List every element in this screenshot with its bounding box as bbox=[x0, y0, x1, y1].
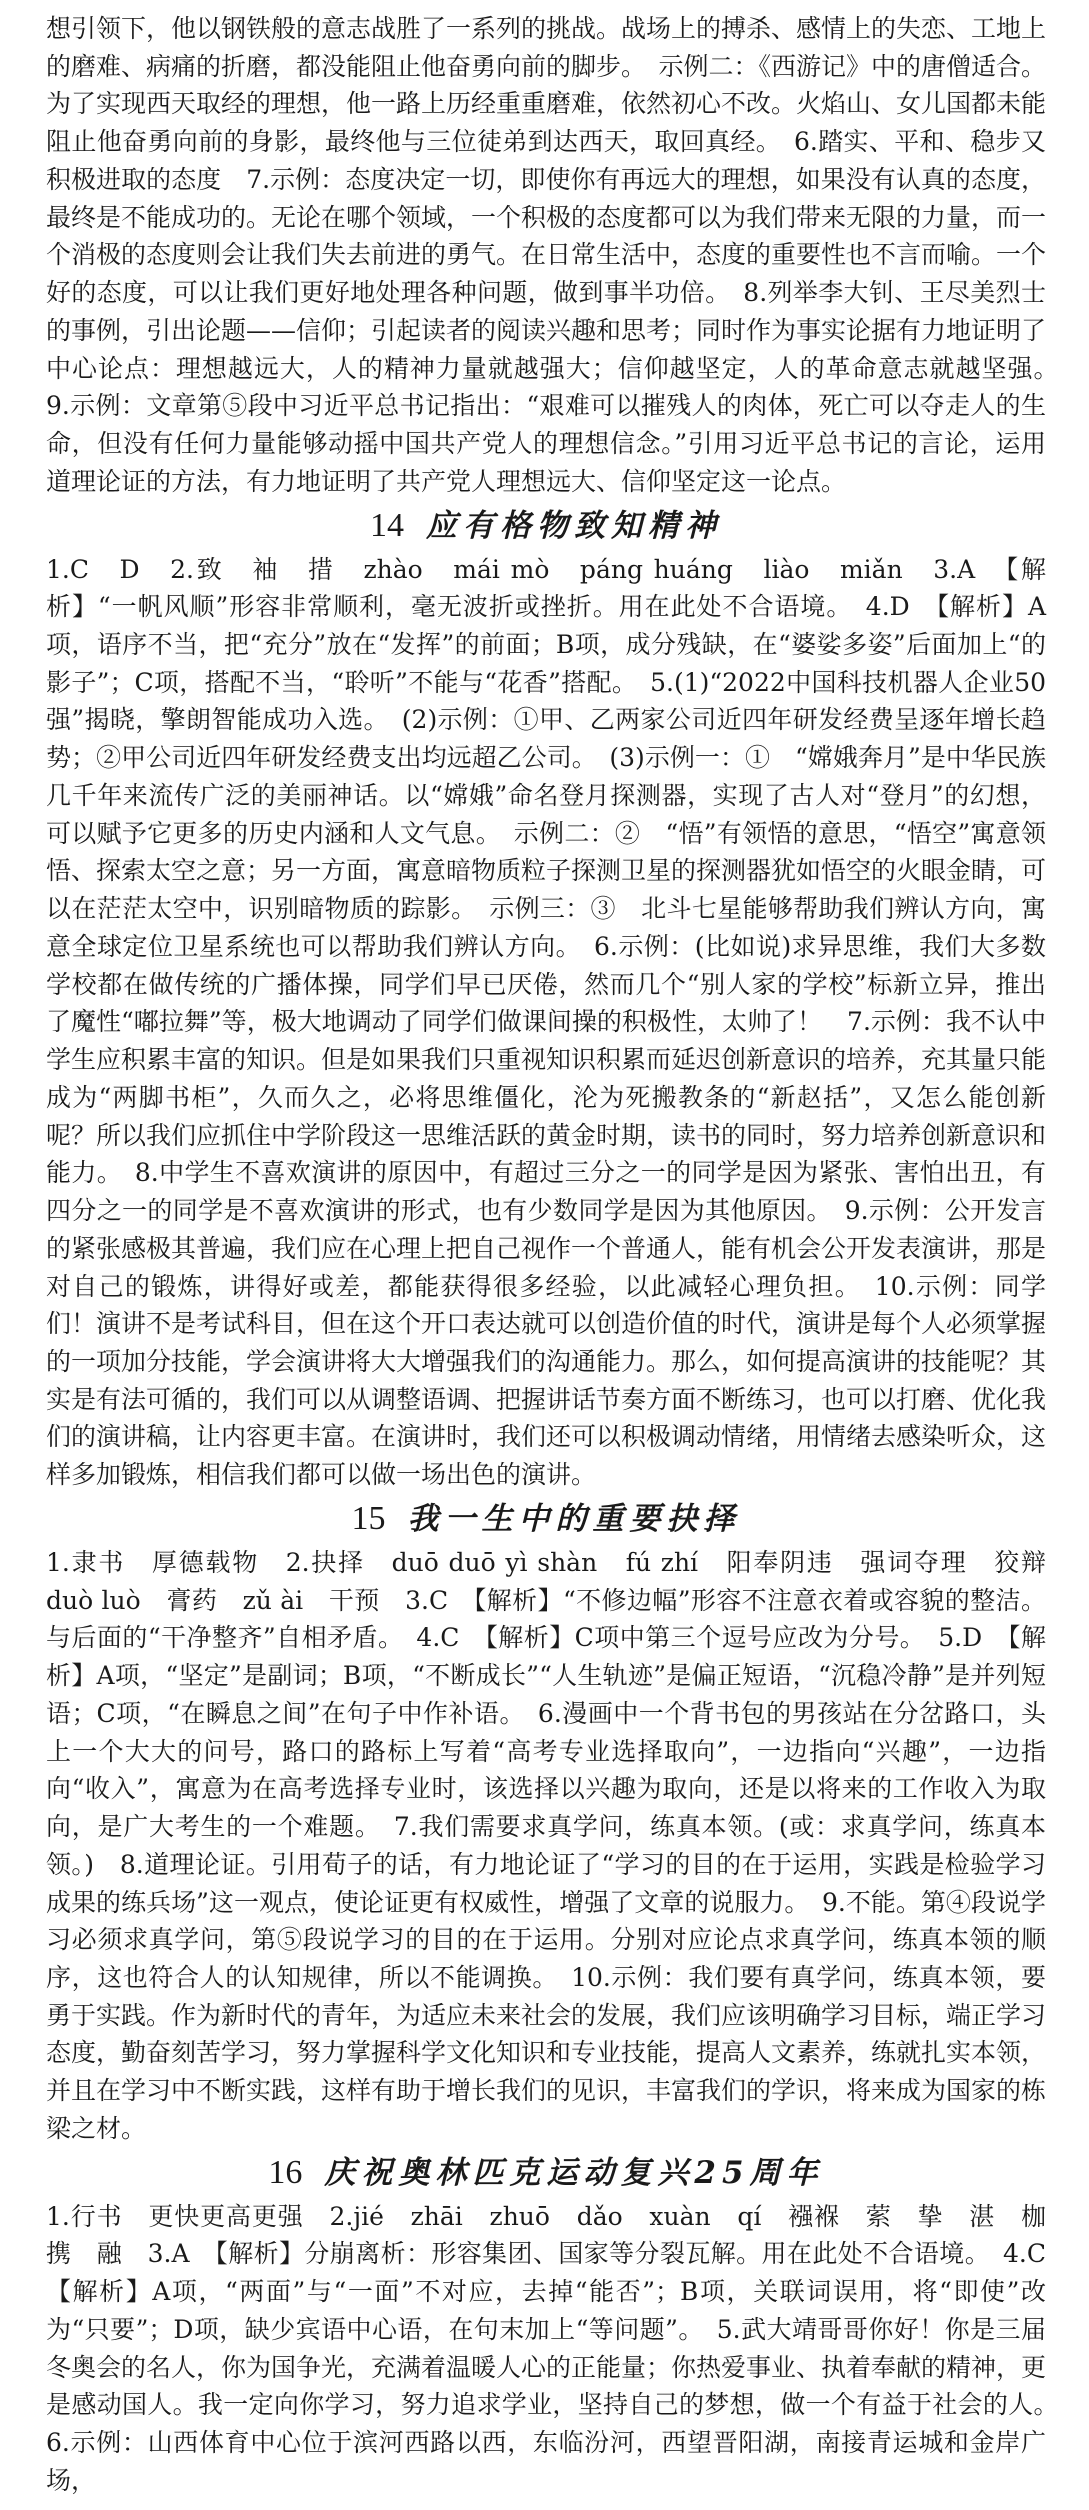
section-number: 15 bbox=[351, 1499, 386, 1537]
intro-text-block bbox=[46, 10, 1072, 501]
section-number: 14 bbox=[370, 506, 404, 544]
section-body-15 bbox=[46, 1544, 1072, 2148]
section-heading-15 bbox=[46, 1494, 1046, 1544]
section-title: 应有格物致知精神 bbox=[426, 507, 722, 544]
section-paragraph: 1.C D 2.致 袖 措 zhào mái mò páng huáng liào miǎn 3.A 【解析】“一帆风顺”形容非常顺利，毫无波折或挫折。用在此处不合语境。 4.D 【解析】A项，语序不当，把“充分”放在“发挥”的前面；B项，成分残缺，在“婆娑多姿”后面加上“的影子”；C项，搭配不当，“聆听”不能与“花香”搭配。 5.(1)“2022中国科技机器人企业50强”揭晓，擎朗智能成功入选。 (2)示例：①甲、乙两家公司近四年研发经费呈逐年增长趋势；②甲公司近四年研发经费支出均远超乙公司。 (3)示例一：① “嫦娥奔月”是中华民族几千年来流传广泛的美丽神话。以“嫦娥”命名登月探测器，实现了古人对“登月”的幻想，可以赋予它更多的历史内涵和人文气息。 示例二：② “悟”有领悟的意思，“悟空”寓意领悟、探索太空之意；另一方面，寓意暗物质粒子探测卫星的探测器犹如悟空的火眼金睛，可以在茫茫太空中，识别暗物质的踪影。 示例三：③ 北斗七星能够帮助我们辨认方向，寓意全球定位卫星系统也可以帮助我们辨认方向。 6.示例：(比如说)求异思维，我们大多数学校都在做传统的广播体操，同学们早已厌倦，然而几个“别人家的学校”标新立异，推出了魔性“嘟拉舞”等，极大地调动了同学们做课间操的积极性，太帅了！ 7.示例：我不认中学生应积累丰富的知识。但是如果我们只重视知识积累而延迟创新意识的培养，充其量只能成为“两脚书柜”，久而久之，必将思维僵化，沦为死搬教条的“新赵括”，又怎么能创新呢？所以我们应抓住中学阶段这一思维活跃的黄金时期，读书的同时，努力培养创新意识和能力。 8.中学生不喜欢演讲的原因中，有超过三分之一的同学是因为紧张、害怕出丑，有四分之一的同学是不喜欢演讲的形式，也有少数同学是因为其他原因。 9.示例：公开发言的紧张感极其普遍，我们应在心理上把自己视作一个普通人，能有机会公开发表演讲，那是对自己的锻炼，讲得好或差，都能获得很多经验，以此减轻心理负担。 10.示例：同学们！演讲不是考试科目，但在这个开口表达就可以创造价值的时代，演讲是每个人必须掌握的一项加分技能，学会演讲将大大增强我们的沟通能力。那么，如何提高演讲的技能呢？其实是有法可循的，我们可以从调整语调、把握讲话节奏方面不断练习，也可以打磨、优化我们的演讲稿，让内容更丰富。在演讲时，我们还可以积极调动情绪，用情绪去感染听众，这样多加锻炼，相信我们都可以做一场出色的演讲。 bbox=[46, 554, 1047, 1490]
section-number: 16 bbox=[268, 2153, 303, 2191]
section-paragraph: 1.行书 更快更高更强 2.jié zhāi zhuō dǎo xuàn qí 襁褓 萦 挚 湛 枷 携 融 3.A 【解析】分崩离析：形容集团、国家等分裂瓦解。用在此处不合语境。 4.C 【解析】A项，“两面”与“一面”不对应，去掉“能否”；B项，关联词误用，将“即使”改为“只要”；D项，缺少宾语中心语，在句末加上“等问题”。 5.武大靖哥哥你好！你是三届冬奥会的名人，你为国争光，充满着温暖人心的正能量；你热爱事业、执着奉献的精神，更是感动国人。我一定向你学习，努力追求学业，坚持自己的梦想，做一个有益于社会的人。 6.示例：山西体育中心位于滨河西路以西，东临汾河，西望晋阳湖，南接青运城和金岸广场， bbox=[46, 2201, 1072, 2495]
section-title: 我一生中的重要抉择 bbox=[407, 1500, 741, 1537]
section-paragraph: 1.隶书 厚德载物 2.抉择 duō duō yì shàn fú zhí 阳奉阴违 强词夺理 狡辩 duò luò 膏药 zǔ ài 干预 3.C 【解析】“不修边幅”形容不注意衣着或容貌的整洁。与后面的“干净整齐”自相矛盾。 4.C 【解析】C项中第三个逗号应改为分号。 5.D 【解析】A项，“坚定”是副词；B项，“不断成长”“人生轨迹”是偏正短语，“沉稳冷静”是并列短语；C项，“在瞬息之间”在句子中作补语。 6.漫画中一个背书包的男孩站在分岔路口，头上一个大大的问号，路口的路标上写着“高考专业选择取向”，一边指向“兴趣”，一边指向“收入”，寓意为在高考选择专业时，该选择以兴趣为取向，还是以将来的工作收入为取向，是广大考生的一个难题。 7.我们需要求真学问，练真本领。(或：求真学问，练真本领。) 8.道理论证。引用荀子的话，有力地论证了“学习的目的在于运用，实践是检验学习成果的练兵场”这一观点，使论证更有权威性，增强了文章的说服力。 9.不能。第④段说学习必须求真学问，第⑤段说学习的目的在于运用。分别对应论点求真学问，练真本领的顺序，这也符合人的认知规律，所以不能调换。 10.示例：我们要有真学问，练真本领，要勇于实践。作为新时代的青年，为适应未来社会的发展，我们应该明确学习目标，端正学习态度，勤奋刻苦学习，努力掌握科学文化知识和专业技能，提高人文素养，练就扎实本领，并且在学习中不断实践，这样有助于增长我们的见识，丰富我们的学识，将来成为国家的栋梁之材。 bbox=[46, 1547, 1072, 2143]
section-title: 庆祝奥林匹克运动复兴25周年 bbox=[324, 2154, 824, 2191]
intro-paragraph: 想引领下，他以钢铁般的意志战胜了一系列的挑战。战场上的搏杀、感情上的失恋、工地上的磨难、病痛的折磨，都没能阻止他奋勇向前的脚步。 示例二：《西游记》中的唐僧适合。为了实现西天取经的理想，他一路上历经重重磨难，依然初心不改。火焰山、女儿国都未能阻止他奋勇向前的身影，最终他与三位徒弟到达西天，取回真经。 6.踏实、平和、稳步又积极进取的态度 7.示例：态度决定一切，即使你有再远大的理想，如果没有认真的态度，最终是不能成功的。无论在哪个领域，一个积极的态度都可以为我们带来无限的力量，而一个消极的态度则会让我们失去前进的勇气。在日常生活中，态度的重要性也不言而喻。一个好的态度，可以让我们更好地处理各种问题，做到事半功倍。 8.列举李大钊、王尽美烈士的事例，引出论题——信仰；引起读者的阅读兴趣和思考；同时作为事实论据有力地证明了中心论点：理想越远大，人的精神力量就越强大；信仰越坚定，人的革命意志就越坚强。 9.示例：文章第⑤段中习近平总书记指出：“艰难可以摧残人的肉体，死亡可以夺走人的生命，但没有任何力量能够动摇中国共产党人的理想信念。”引用习近平总书记的言论，运用道理论证的方法，有力地证明了共产党人理想远大、信仰坚定这一论点。 bbox=[46, 14, 1072, 496]
section-heading-14 bbox=[46, 501, 1046, 551]
section-body-14 bbox=[46, 551, 1046, 1494]
section-body-16 bbox=[46, 2198, 1072, 2500]
section-heading-16 bbox=[46, 2148, 1046, 2198]
answer-page bbox=[46, 10, 1072, 2500]
